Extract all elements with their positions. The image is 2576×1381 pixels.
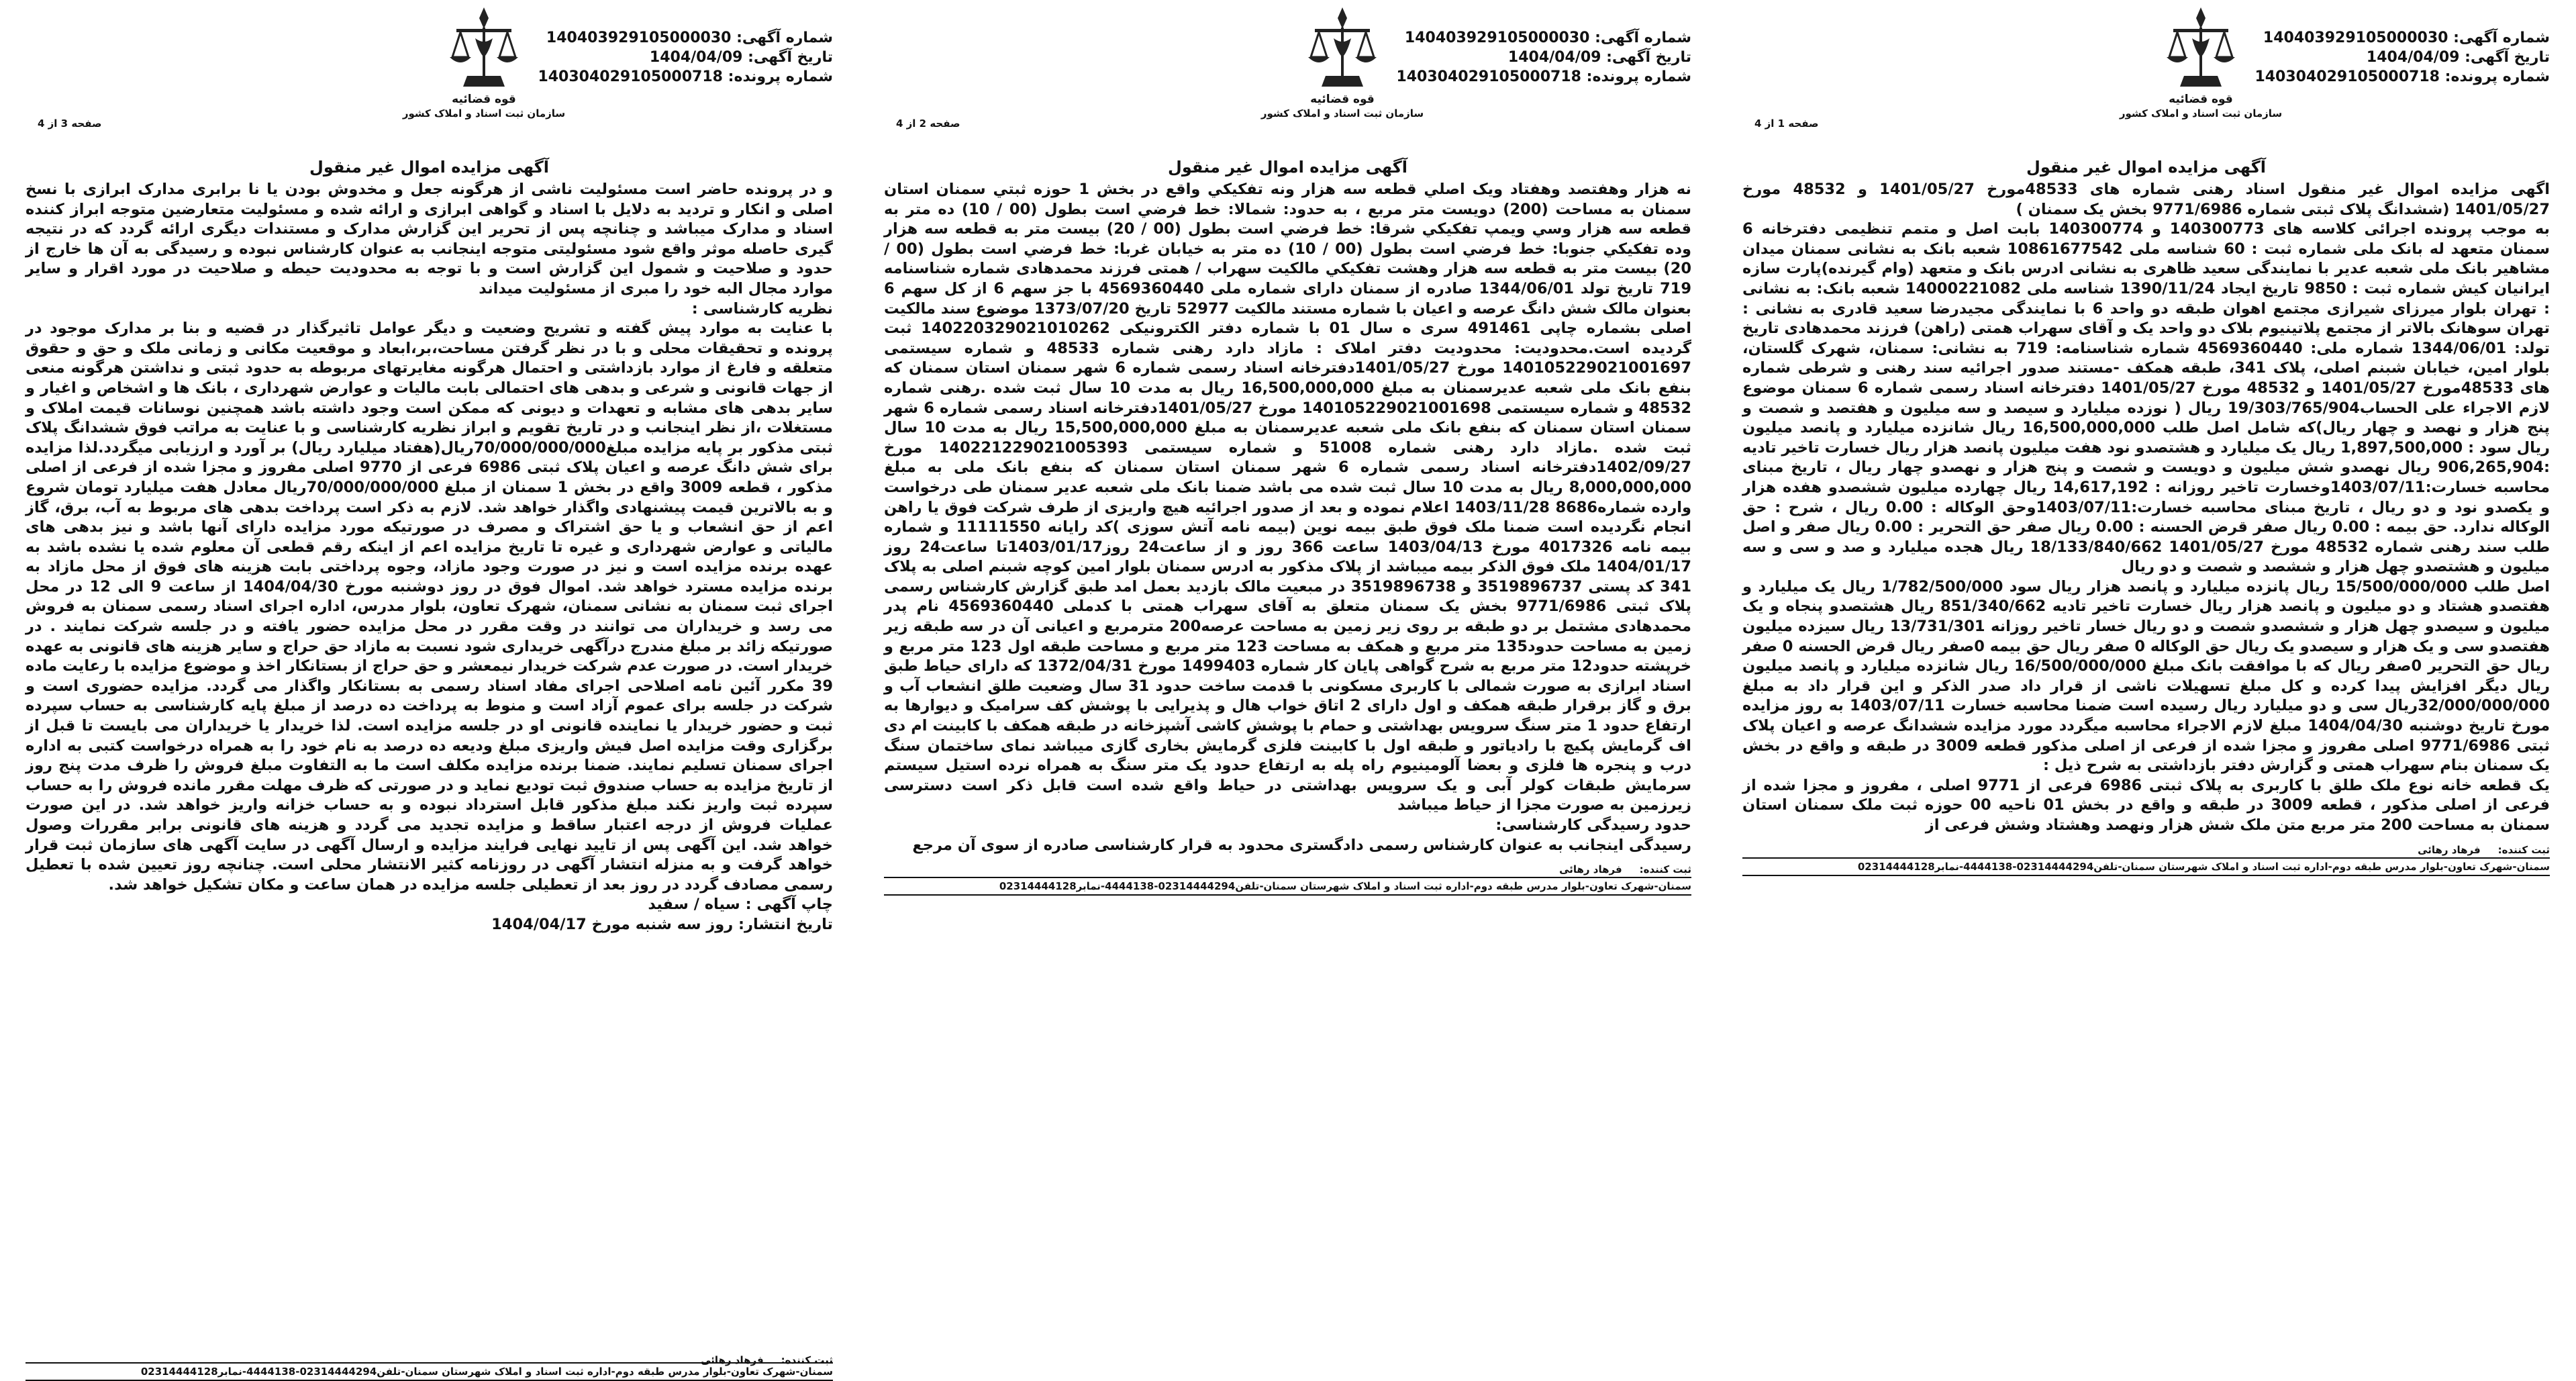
- emblem-caption-judiciary: قوه قضائیه: [1310, 93, 1375, 106]
- ad-date: 1404/04/09: [1507, 49, 1601, 66]
- judiciary-emblem: [2117, 3, 2285, 131]
- ad-number: 140403929105000030: [1404, 30, 1590, 46]
- page-number: صفحه 2 از 4: [896, 117, 960, 130]
- emblem-caption-judiciary: قوه قضائیه: [452, 93, 516, 106]
- notice-page-2: [858, 0, 1717, 1379]
- ad-meta: [1396, 28, 1691, 87]
- case-number-label: شماره پرونده:: [1586, 68, 1691, 85]
- ad-date: 1404/04/09: [649, 49, 743, 66]
- justice-scale-icon: [1305, 3, 1379, 91]
- office-footer-address: سمنان-شهرک تعاون-بلوار مدرس طبقه دوم-اداره ثبت اسناد و املاک شهرستان سمنان-تلفن02314444294-4444138-نمابر02314444128: [1742, 857, 2550, 876]
- ad-number: 140403929105000030: [2263, 30, 2448, 46]
- ad-date: 1404/04/09: [2366, 49, 2460, 66]
- ad-date-label: تاریخ آگهی:: [1606, 49, 1691, 66]
- page-header: [1742, 0, 2550, 156]
- judiciary-emblem: [1258, 3, 1426, 131]
- signer: [1742, 840, 2550, 856]
- judiciary-emblem: [400, 3, 568, 131]
- notice-title: آگهی مزایده اموال غیر منقول: [2026, 158, 2266, 177]
- signer-name: فرهاد رهائی: [2418, 843, 2481, 856]
- case-number: 140304029105000718: [538, 68, 723, 85]
- page-header: [884, 0, 1691, 156]
- case-number-label: شماره پرونده:: [2444, 68, 2550, 85]
- signer-name: فرهاد رهائی: [701, 1354, 764, 1366]
- ad-meta: [538, 28, 833, 87]
- notice-title: آگهی مزایده اموال غیر منقول: [309, 158, 549, 177]
- signer-label: ثبت کننده:: [781, 1354, 833, 1366]
- justice-scale-icon: [2164, 3, 2238, 91]
- page-number: صفحه 1 از 4: [1754, 117, 1819, 130]
- signer: [884, 859, 1691, 875]
- notice-body-text: و در پرونده حاضر است مسئولیت ناشی از هرگونه جعل و مخدوش بودن یا نا برابری مدارک ابرازی با نسخ اصلی و انکار و تردید به دلایل با اسناد و گواهی ابرازی و ارائه شده و مسئولیت متعارضین متوجه ابراز کننده اسناد و مدارک میباشد و چنانچه پس از تحریر این گزارش مدارک و مستندات دیگری ارائه گردد که در نتیجه گیری حاصله موثر واقع شود مسئولیتی متوجه اینجانب به عنوان کارشناس نبوده و رسیدگی به آن ها خارج از حدود و صلاحیت و شمول این گزارش است و با توجه به محدودیت حیطه و صلاحیت در مورد اقرار و سایر موارد مجال البه خود را مبری از مسئولیت میداند نظریه کارشناسی : با عنایت به موارد پیش گفته و تشریح وضعیت و دیگر عوامل تاثیرگذار در قضیه و بنا بر مدارک موجود در پرونده و تحقیقات محلی و با در نظر گرفتن مساحت،بر،ابعاد و موقعیت مکانی و زمانی ملک و حق و حقوق متعلقه و فارغ از موارد بازداشتی و احتمال هرگونه مغایرتهای مربوطه به حدود ثبتی و نداشتن هرگونه منعی از جهات قانونی و شرعی و بدهی های احتمالی بابت مالیات و عوارض شهرداری ، بانک ها و اشخاص و اغیار و سایر بدهی های مشابه و تعهدات و دیونی که ممکن است وجود داشته باشد همچنین نوسانات قیمت املاک و مستغلات ،از نظر اینجانب و در تاریخ تقویم و ابراز نظریه کارشناسی و با عنایت به مراتب فوق ششدانگ پلاک ثبتی مذکور بر پایه مزایده مبلغ70/000/000/000ریال(هفتاد میلیارد ریال) بر آورد و ارزیابی میگردد.لذا مزایده برای شش دانگ عرصه و اعیان پلاک ثبتی 6986 فرعی از 9770 اصلی مفروز و مجزا شده از فرعی از اصلی مذکور ، قطعه 3009 واقع در بخش 1 سمنان از مبلغ 70/000/000/000ریال معادل هفت میلیارد تومان شروع و به بالاترین قیمت پیشنهادی واگذار خواهد شد. لازم به ذکر است پرداخت بدهی های مربوط به آب، برق، گاز اعم از حق انشعاب و یا حق اشتراک و مصرف در صورتیکه مورد مزایده دارای آنها باشد و نیز بدهی های مالیاتی و عوارض شهرداری و غیره تا تاریخ مزایده اعم از اینکه رقم قطعی آن معلوم شده یا نشده باشد به عهده برنده مزایده است و نیز در صورت وجود مازاد، وجوه پرداختی بابت هزینه های فوق از محل مازاد به برنده مزایده مسترد خواهد شد. اموال فوق در روز دوشنبه مورخ 1404/04/30 از ساعت 9 الی 12 در محل اجرای ثبت سمنان به نشانی سمنان، شهرک تعاون، بلوار مدرس، اداره اجرای اسناد رسمی سمنان به فروش می رسد و خریداران می توانند در وقت مقرر در محل مزایده حضور یافته و در جلسه شرکت نمایند . در صورتیکه زائد بر مبلغ مندرج درآگهی خریداری شود نسبت به مازاد حق حراج و سایر هزینه های قانونی به عهده خریدار است. در صورت عدم شرکت خریدار نیمعشر و حق حراج از بستانکار اخذ و موضوع مزایده با رعایت ماده 39 مکرر آئین نامه اصلاحی اجرای مفاد اسناد رسمی به بستانکار واگذار می گردد. مزایده حضوری است و شرکت در جلسه برای عموم آزاد است و منوط به پرداخت ده درصد از مبلغ پایه کارشناسی به حساب سپرده ثبت و حضور خریدار یا نماینده قانونی او در جلسه مزایده است. لذا خریدار یا خریداران می بایست تا قبل از برگزاری وقت مزایده اصل فیش واریزی مبلغ ودیعه ده درصد به نام خود را به همراه درخواست کتبی به اداره اجرای سمنان تسلیم نمایند. ضمنا برنده مزایده مکلف است ما به التفاوت مبلغ فروش را ظرف مدت پنج روز از تاریخ مزایده به حساب صندوق ثبت تودیع نماید و در صورتی که ظرف مهلت مقرر مانده فروش را به حساب سپرده ثبت واریز نکند مبلغ مذکور قابل استرداد نبوده و به حساب خزانه واریز خواهد شد. در این صورت عملیات فروش از درجه اعتبار ساقط و مزایده تجدید می گردد و هزینه های قانونی برابر مقررات وصول خواهد شد. این آگهی پس از تایید نهایی فرایند مزایده و ارسال آگهی در سایت آگهی های سازمان ثبت قرار خواهد گرفت و به منزله انتشار آگهی در روزنامه کثیر الانتشار محلی است. چنانچه روز تعیین شده با تعطیل رسمی مصادف گردد در روز بعد از تعطیلی جلسه مزایده در همان ساعت و مکان تشکیل خواهد شد. چاپ آگهی : سیاه / سفید تاریخ انتشار: روز سه شنبه مورخ 1404/04/17: [26, 181, 833, 933]
- signer-label: ثبت کننده:: [1639, 863, 1691, 876]
- ad-meta: [2255, 28, 2550, 87]
- emblem-caption-organization: سازمان ثبت اسناد و املاک کشور: [2119, 107, 2283, 120]
- ad-number: 140403929105000030: [546, 30, 732, 46]
- justice-scale-icon: [447, 3, 521, 91]
- ad-number-label: شماره آگهی:: [2453, 30, 2550, 46]
- ad-date-label: تاریخ آگهی:: [2465, 49, 2550, 66]
- signer-label: ثبت کننده:: [2497, 843, 2550, 856]
- emblem-caption-judiciary: قوه قضائیه: [2169, 93, 2233, 106]
- ad-number-label: شماره آگهی:: [736, 30, 833, 46]
- notice-body-text: اگهی مزایده اموال غیر منقول اسناد رهنی شماره های 48533مورخ 1401/05/27 و 48532 مورخ 1401/05/27 (ششدانگ پلاک ثبتی شماره 9771/6986 بخش یک سمنان ) به موجب پرونده اجرائی کلاسه های 140300773 و 140300774 بابت اصل و متمم تنظیمی دفترخانه 6 سمنان متعهد له بانک ملی شماره ثبت : 60 شناسه ملی 10861677542 شعبه بانک به نشانی سمنان میدان مشاهیر بانک ملی شعبه عدیر با نمایندگی سعید ظاهری به نشانی ادرس بانک و متعهد (وام گیرنده)پارت سازه ایرانیان کیش شماره ثبت : 9850 تاریخ ایجاد 1390/11/24 شناسه ملی 14000221082 شعبه بانک: به نشانی : تهران بلوار میرزای شیرازی مجتمع اهوان طبقه دو واحد 6 با نمایندگی مجیدرضا سعید قادری به نشانی : تهران سوهانک بالاتر از مجتمع پلاتینیوم بلاک دو واحد یک و آقای سهراب همتی (راهن) فرزند محمدهادی تاریخ تولد: 1344/06/01 شماره ملی: 4569360440 شماره شناسنامه: 719 به نشانی: سمنان، شهرک گلستان، بلوار امین، خیابان شبنم اصلی، پلاک 341، طبقه همکف -مستند صدور اجرائیه سند رهنی و شرطی شماره های 48533مورخ 1401/05/27 و 48532 مورخ 1401/05/27 دفترخانه اسناد رسمی شماره 6 سمنان موضوع لازم الاجراء علی الحساب19/303/765/904 ریال ( نوزده میلیارد و سیصد و سه میلیون و هفتصد و شصت و پنج هزار و نهصد و چهار ریال)که شامل اصل طلب 16,500,000,000 ریال شانزده میلیارد و پانصد میلیون ریال سود : 1,897,500,000 ریال یک میلیارد و هشتصدو نود هفت میلیون پانصد هزار ریال خسارت تاخیر تادیه :906,265,904 ریال نهصدو شش میلیون و دویست و شصت و پنج هزار و نهصدو چهار ریال ، تاریخ مبنای محاسبه خسارت:1403/07/11وخسارت تاخیر روزانه : 14,617,192 ریال چهارده میلیون ششصدو هفده هزار و یکصدو نود و دو ریال ، تاریخ مبنای محاسبه خسارت:1403/07/11وحق الوکاله : 0.00 ریال ، شرح : حق الوکاله ندارد. حق بیمه : 0.00 ریال صفر قرض الحسنه : 0.00 ریال صفر حق التحریر : 0.00 ریال صفر و اصل طلب سند رهنی شماره 48532 مورخ 1401/05/27 18/133/840/662 ریال هجده میلیارد و صد و سی و سه میلیون و هشتصدو چهل هزار و ششصد و شصت و دو ریال اصل طلب 15/500/000/000 ریال پانزده میلیارد و پانصد هزار ریال سود 1/782/500/000 ریال یک میلیارد و هفتصدو هشتاد و دو میلیون و پانصد هزار ریال خسارت تاخیر تادیه 851/340/662 ریال هشتصدو پنجاه و یک میلیون و سیصدو چهل هزار و ششصدو شصت و دو ریال خسار تاخیر روزانه 13/731/301 ریال سیزده میلیون هفتصدو سی و یک هزار و سیصدو یک ریال حق الوکاله 0 صفر ریال حق بیمه 0صفر ریال قرض الحسنه 0 صفر ریال حق التحریر 0صفر ریال که با موافقت بانک مبلغ 16/500/000/000 ریال شانزده میلیارد و پانصد میلیون ریال دیگر افزایش پیدا کرده و کل مبلغ تسهیلات ناشی از قرار داد صدر الذکر و این قرار داد به مبلغ 32/000/000/000ریال سی و دو میلیارد ریال رسیده است ضمنا محاسبه خسارت 1403/07/11 به روز مزایده مورخ تاریخ دوشنبه 1404/04/30 مبلغ لازم الاجراء محاسبه میگردد مورد مزایده ششدانگ عرصه و اعیان پلاک ثبتی 9771/6986 اصلی مفروز و مجزا شده از فرعی از اصلی مذکور قطعه 3009 در طبقه و واقع در بخش یک سمنان بنام سهراب همتی و گزارش دفتر بازداشتی به شرح ذیل : یک قطعه خانه نوع ملک طلق با کاربری به پلاک ثبتی 6986 فرعی از 9771 اصلی ، مفروز و مجزا شده از فرعی از اصلی مذکور ، قطعه 3009 در طبقه و واقع در بخش 01 ناحیه 00 حوزه ثبت ملک سمنان استان سمنان به مساحت 200 متر مربع متن ملک شش هزار ونهصد وهشتاد وشش فرعی از: [1742, 181, 2550, 834]
- office-footer-address: سمنان-شهرک تعاون-بلوار مدرس طبقه دوم-اداره ثبت اسناد و املاک شهرستان سمنان-تلفن02314444294-4444138-نمابر02314444128: [884, 877, 1691, 896]
- emblem-caption-organization: سازمان ثبت اسناد و املاک کشور: [402, 107, 566, 120]
- notice-body-text: نه هزار وهفتصد وهفتاد ویک اصلي قطعه سه هزار ونه تفكيكي واقع در بخش 1 حوزه ثبتي سمنان استان سمنان به مساحت (200) دويست متر مربع ، به حدود: شمالا: خط فرضي است بطول (00 / 10) ده متر به قطعه سه هزار وسي ويمپ تفكيكي شرقا: خط فرضي است بطول (00 / 20) بيست متر به قطعه سه هزار وده تفكيكي جنوبا: خط فرضي است بطول (00 / 10) ده متر به خيابان غربا: خط فرضي است بطول (00 / 20) بيست متر به قطعه سه هزار وهشت تفكيكي مالکیت سهراب / همتی فرزند محمدهادی شماره شناسنامه 719 تاریخ تولد 1344/06/01 صادره از سمنان دارای شماره ملی 4569360440 با جز سهم 6 از کل سهم 6 بعنوان مالک شش دانگ عرصه و اعیان با شماره مستند مالکیت 52977 تاریخ 1373/07/20 موضوع سند مالکیت اصلی بشماره چاپی 491461 سری ه سال 01 با شماره دفتر الکترونیکی 140220329021010262 ثبت گردیده است.محدودیت: محدودیت دفتر املاک : مازاد دارد رهنی شماره 48533 و شماره سیستمی 140105229021001697 مورخ 1401/05/27دفترخانه اسناد رسمی شماره 6 شهر سمنان استان سمنان که بنفع بانک ملی شعبه عدیرسمنان به مبلغ 16,500,000,000 ریال به مدت 10 سال ثبت شده .رهنی شماره 48532 و شماره سیستمی 140105229021001698 مورخ 1401/05/27دفترخانه اسناد رسمی شماره 6 شهر سمنان استان سمنان که بنفع بانک ملی شعبه عدیرسمنان به مبلغ 15,500,000,000 ریال به مدت 10 سال ثبت شده .مازاد دارد رهنی شماره 51008 و شماره سیستمی 140221229021005393 مورخ 1402/09/27دفترخانه اسناد رسمی شماره 6 شهر سمنان استان سمنان که بنفع بانک ملی به مبلغ 8,000,000,000 ریال به مدت 10 سال ثبت شده می باشد ضمنا بانک ملی شعبه عدیر سمنان طی درخواست وارده شماره8686 1403/11/28 اعلام نموده و بعد از صدور اجرائیه هیچ واریزی از طرف شرکت فوق یا راهن انجام نگردیده است ضمنا ملک فوق طبق بیمه نوین (بیمه نامه آتش سوزی )کد رایانه 11111550 و شماره بیمه نامه 4017326 مورخ 1403/04/13 ساعت 366 روز و از ساعت24 روز1403/01/17تا ساعت24 روز 1404/01/17 ملک فوق الذکر بیمه میباشد از پلاک مذکور به ادرس سمنان بلوار امین کوچه شبنم اصلی به پلاک 341 کد پستی 3519896737 و 3519896738 در مبعیت مالک بازدید بعمل امد طبق گزارش کارشناس رسمی پلاک ثبتی 9771/6986 بخش یک سمنان متعلق به آقای سهراب همتی با کدملی 4569360440 نام پدر محمدهادی مشتمل بر دو طبقه بر روی زیر زمین به مساحت عرصه200 مترمربع و اعیانی آن در سه طبقه زیر زمین به مساحت حدود135 متر مربع و همکف به مساحت 123 متر مربع و مساحت طبقه اول 123 متر مربع و خرپشته حدود12 متر مربع به شرح گواهی پایان کار شماره 1499403 مورخ 1372/04/31 که دارای حیاط طبق اسناد ابرازی به صورت شمالی با کاربری مسکونی با قدمت ساخت حدود 31 سال وضعیت طلق انشعاب آب و برق و گاز برقرار طبقه همکف و اول دارای 2 اتاق خواب هال و پذیرایی با پوشش کف سرامیک و دیوارها به ارتفاع حدود 1 متر سنگ سرویس بهداشتی و حمام با پوشش کاشی آشپزخانه در طبقه همکف با کابینت ام دی اف گرمایش پکیچ با رادیاتور و طبقه اول با کابینت فلزی گرمایش بخاری گازی میباشد نمای ساختمان سنگ درب و پنجره ها فلزی و بعضا آلومینیوم راه پله به ارتفاع حدود یک متر سنگ به همراه نرده استیل سیستم سرمایش طبقات کولر آبی و یک سرویس بهداشتی در حیاط واقع شده است قابل ذکر است دسترسی زیرزمین به صورت مجزا از حیاط میباشد حدود رسیدگی کارشناسی: رسیدگی اینجانب به عنوان کارشناس رسمی دادگستری محدود به قرار کارشناسی صادره از سوی آن مرجع: [884, 181, 1692, 854]
- office-footer-address: سمنان-شهرک تعاون-بلوار مدرس طبقه دوم-اداره ثبت اسناد و املاک شهرستان سمنان-تلفن02314444294-4444138-نمابر02314444128: [26, 1362, 833, 1381]
- notice-page-1: [1717, 0, 2575, 1379]
- ad-number-label: شماره آگهی:: [1595, 30, 1691, 46]
- case-number: 140304029105000718: [2255, 68, 2440, 85]
- page-number: صفحه 3 از 4: [38, 117, 102, 130]
- emblem-caption-organization: سازمان ثبت اسناد و املاک کشور: [1260, 107, 1424, 120]
- notice-page-3: [0, 0, 858, 1379]
- signer-name: فرهاد رهائی: [1559, 863, 1622, 876]
- page-header: [26, 0, 833, 156]
- ad-date-label: تاریخ آگهی:: [748, 49, 833, 66]
- notice-title: آگهی مزایده اموال غیر منقول: [1168, 158, 1407, 177]
- case-number-label: شماره پرونده:: [728, 68, 833, 85]
- case-number: 140304029105000718: [1396, 68, 1581, 85]
